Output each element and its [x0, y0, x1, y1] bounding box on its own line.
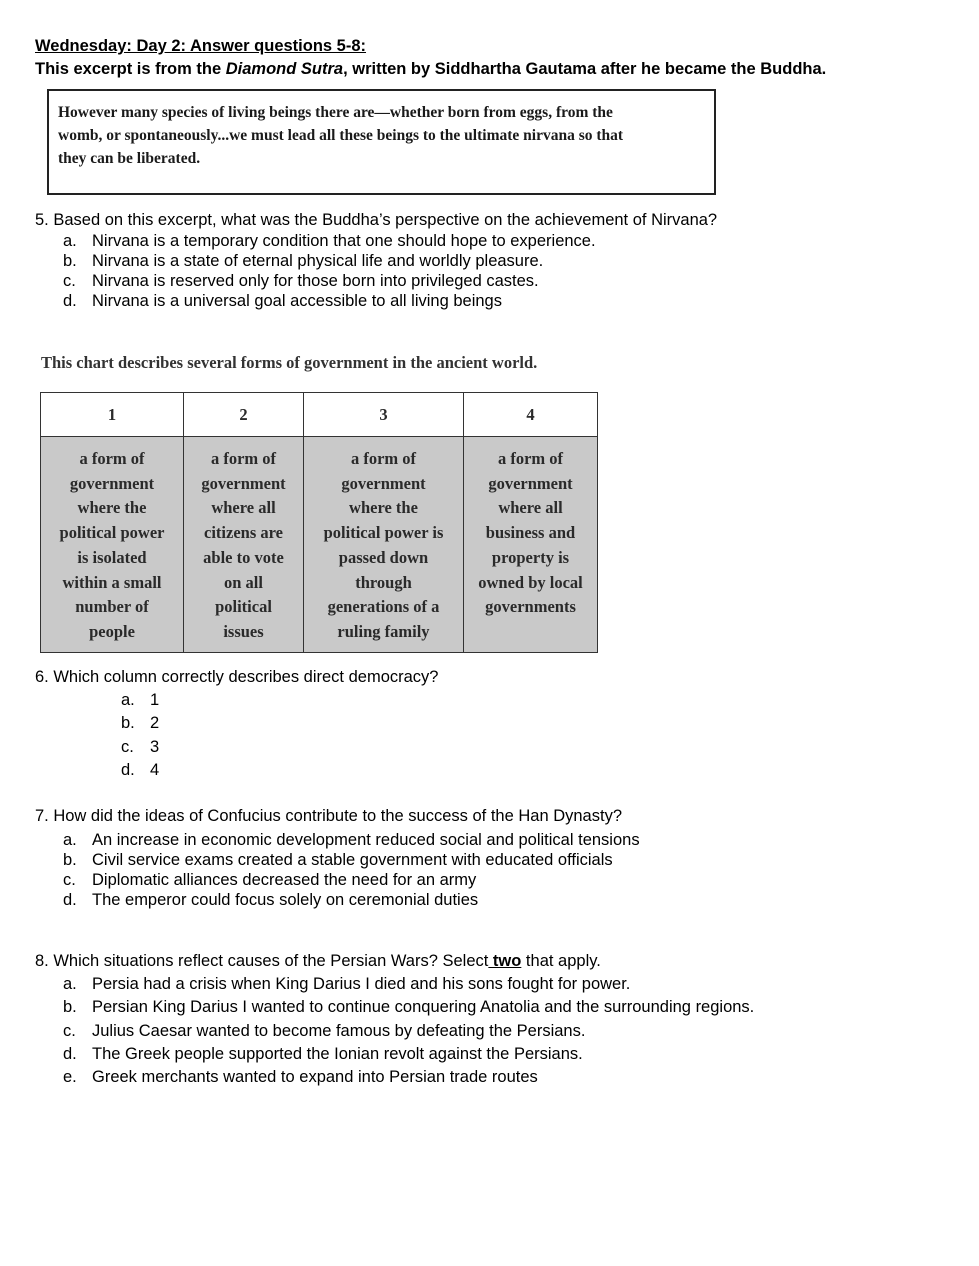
table-row	[41, 437, 598, 653]
option-letter: e.	[63, 1068, 77, 1086]
table-cell-4	[464, 437, 598, 653]
option-letter: c.	[63, 871, 76, 889]
column-header: 1	[41, 393, 184, 437]
chart-caption: This chart describes several forms of government in the ancient world.	[41, 353, 538, 372]
cell-line: is isolated	[77, 547, 147, 567]
table-header-row	[41, 393, 598, 437]
quote-line: However many species of living beings there are—whether born from eggs, from the	[58, 104, 613, 121]
option-letter: d.	[121, 761, 135, 779]
option-letter: b.	[63, 998, 77, 1016]
question-8	[35, 951, 601, 971]
option-letter: a.	[63, 831, 77, 849]
option-text: Diplomatic alliances decreased the need for an army	[92, 871, 477, 889]
cell-line: where the	[77, 498, 147, 518]
table-cell-3	[304, 437, 464, 653]
option-letter: c.	[121, 738, 134, 756]
question-6: 6. Which column correctly describes direct democracy?	[35, 668, 439, 686]
option-letter: d.	[63, 1045, 77, 1063]
excerpt-quote	[58, 101, 698, 170]
option-text: Nirvana is reserved only for those born into privileged castes.	[92, 272, 539, 290]
cell-line: number of	[75, 597, 149, 617]
table-cell-1	[41, 437, 184, 653]
cell-line: where the	[349, 498, 418, 518]
cell-line: government	[488, 473, 573, 493]
excerpt-intro	[35, 59, 826, 79]
option-text: Julius Caesar wanted to become famous by defeating the Persians.	[92, 1022, 586, 1040]
cell-line: government	[201, 473, 286, 493]
cell-line: political	[215, 597, 272, 617]
option-text: Persian King Darius I wanted to continue conquering Anatolia and the surrounding regions.	[92, 998, 755, 1016]
option-text: Nirvana is a universal goal accessible to all living beings	[92, 292, 502, 310]
cell-line: property is	[491, 547, 570, 567]
cell-line: where all	[498, 498, 563, 518]
question-8-emphasis: two	[488, 952, 522, 970]
intro-prefix: This excerpt is from the	[35, 60, 226, 78]
question-8-prefix: 8. Which situations reflect causes of the Persian Wars? Select	[35, 952, 489, 970]
page-heading: Wednesday: Day 2: Answer questions 5-8:	[35, 37, 367, 55]
option-letter: a.	[63, 232, 77, 250]
cell-line: passed down	[338, 547, 429, 567]
option-letter: d.	[63, 292, 77, 310]
cell-line: political power is	[323, 523, 444, 543]
option-text: The emperor could focus solely on ceremonial duties	[92, 891, 479, 909]
question-7: 7. How did the ideas of Confucius contribute to the success of the Han Dynasty?	[35, 807, 622, 825]
option-letter: a.	[121, 691, 135, 709]
option-text: 2	[150, 714, 160, 732]
option-text: Nirvana is a temporary condition that one should hope to experience.	[92, 232, 596, 250]
option-letter: b.	[121, 714, 135, 732]
cell-line: people	[89, 621, 135, 641]
cell-line: a form of	[210, 449, 277, 468]
cell-line: where all	[211, 498, 276, 518]
cell-line: ruling family	[337, 621, 430, 641]
cell-line: political power	[59, 523, 165, 543]
question-5: 5. Based on this excerpt, what was the Buddha’s perspective on the achievement of Nirvana?	[35, 211, 718, 229]
quote-line: womb, or spontaneously...we must lead all these beings to the ultimate nirvana so that	[58, 127, 624, 144]
column-header: 3	[304, 393, 464, 437]
option-text: The Greek people supported the Ionian revolt against the Persians.	[92, 1045, 583, 1063]
option-text: Greek merchants wanted to expand into Persian trade routes	[92, 1068, 538, 1086]
cell-line: through	[355, 572, 412, 592]
option-letter: d.	[63, 891, 77, 909]
question-8-suffix: that apply.	[521, 952, 601, 970]
cell-line: government	[341, 473, 426, 493]
cell-line: a form of	[79, 449, 145, 468]
option-text: Civil service exams created a stable government with educated officials	[92, 851, 613, 869]
option-letter: c.	[63, 1022, 76, 1040]
cell-line: able to vote	[203, 547, 284, 567]
quote-line: they can be liberated.	[58, 150, 201, 167]
option-text: An increase in economic development reduced social and political tensions	[92, 831, 640, 849]
option-text: Persia had a crisis when King Darius I died and his sons fought for power.	[92, 975, 631, 993]
option-letter: a.	[63, 975, 77, 993]
cell-line: business and	[485, 523, 576, 543]
option-text: Nirvana is a state of eternal physical life and worldly pleasure.	[92, 252, 544, 270]
cell-line: within a small	[62, 572, 162, 592]
intro-title: Diamond Sutra	[225, 60, 344, 78]
option-letter: b.	[63, 252, 77, 270]
option-text: 1	[150, 691, 160, 709]
cell-line: owned by local	[478, 572, 583, 592]
cell-line: government	[69, 473, 155, 493]
column-header: 2	[184, 393, 304, 437]
table-cell-2	[184, 437, 304, 653]
cell-line: issues	[223, 621, 264, 641]
cell-line: citizens are	[204, 523, 283, 543]
government-table	[40, 392, 598, 653]
cell-line: a form of	[497, 449, 564, 468]
option-letter: b.	[63, 851, 77, 869]
option-text: 3	[150, 738, 160, 756]
cell-line: on all	[224, 572, 263, 592]
cell-line: generations of a	[327, 597, 440, 617]
excerpt-quote-box	[47, 89, 716, 195]
cell-line: a form of	[350, 449, 417, 468]
cell-line: governments	[485, 597, 576, 617]
column-header: 4	[464, 393, 598, 437]
option-text: 4	[150, 761, 160, 779]
intro-suffix: , written by Siddhartha Gautama after he became the Buddha.	[343, 60, 827, 78]
option-letter: c.	[63, 272, 76, 290]
